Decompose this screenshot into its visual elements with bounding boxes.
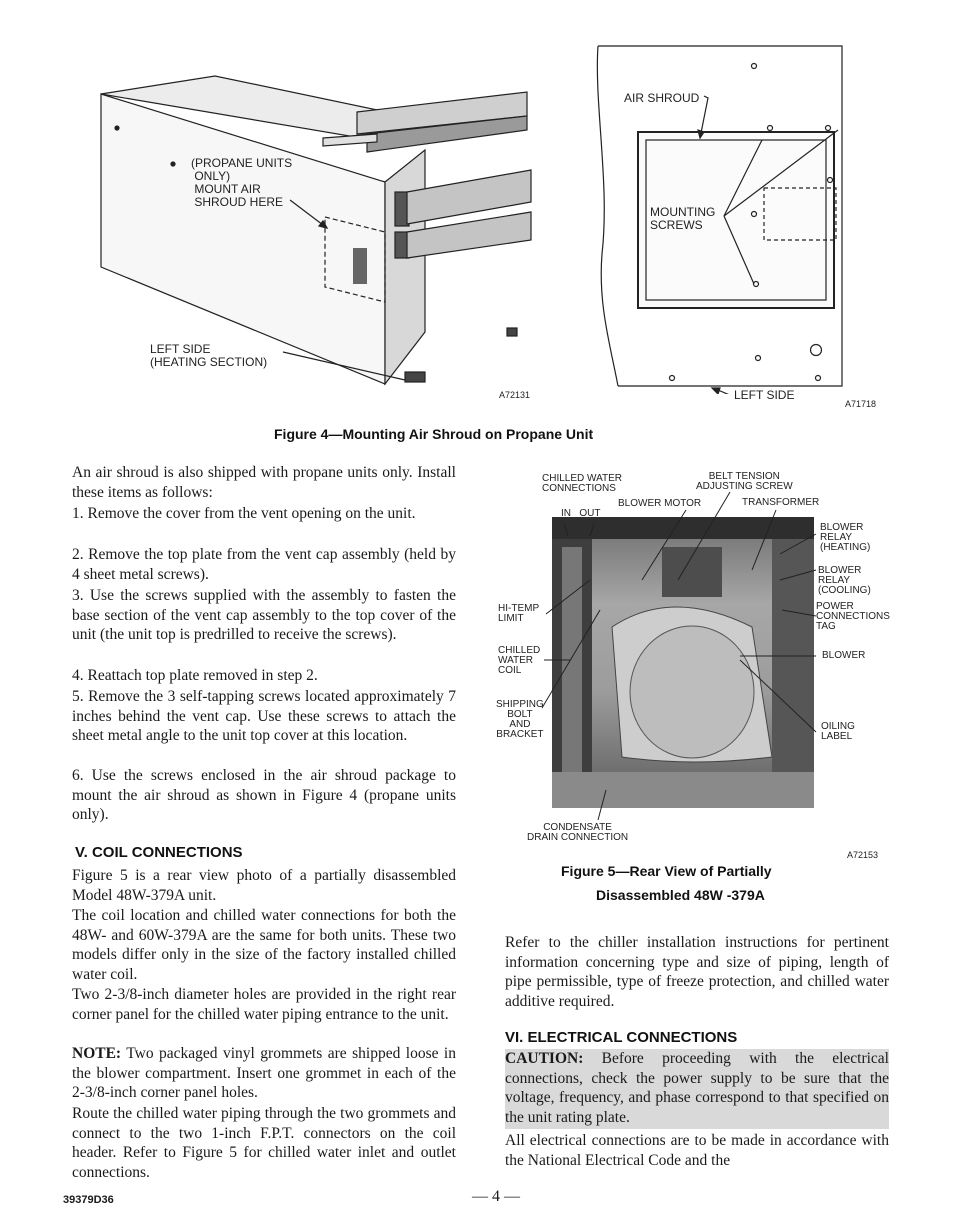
caution-paragraph — [505, 1049, 889, 1127]
install-step: 5. Remove the 3 self-tapping screws located approximately 7 inches behind the vent cap. Use these screws to attach the sheet metal angle to the unit top cover at this location. — [72, 688, 456, 744]
intro-paragraph: An air shroud is also shipped with propane units only. Install these items as follows: — [72, 464, 456, 501]
install-step: 3. Use the screws supplied with the assembly to fasten the base section of the vent cap assembly to the top cover of the unit (the unit top is predrilled to receive the screws). — [72, 587, 456, 643]
figure4-left-side-heating-label: LEFT SIDE (HEATING SECTION) — [150, 342, 268, 369]
caution-label: CAUTION: — [505, 1050, 584, 1067]
coil-paragraph: Figure 5 is a rear view photo of a partially disassembled Model 48W-379A unit. — [72, 867, 456, 904]
hi-temp-limit-label: HI-TEMP LIMIT — [498, 603, 540, 624]
in-out-label: IN OUT — [561, 508, 601, 519]
electrical-connections-heading: VI. ELECTRICAL CONNECTIONS — [505, 1029, 738, 1046]
coil-paragraph: The coil location and chilled water connections for both the 48W- and 60W-379A are the same for both units. These two models differ only in the size of the factory installed chilled water coil. — [72, 907, 456, 983]
blower-motor-label: BLOWER MOTOR — [618, 498, 702, 509]
refer-paragraph: Refer to the chiller installation instructions for pertinent information concerning type and size of piping, length of pipe permissible, type of freeze protection, and chilled water additive required. — [505, 934, 889, 1010]
transformer-label: TRANSFORMER — [742, 497, 820, 508]
figure5-caption-line1: Figure 5—Rear View of Partially — [561, 863, 772, 879]
belt-tension-label: BELT TENSION ADJUSTING SCREW — [696, 471, 793, 492]
figure4-right-figure-id: A71718 — [845, 399, 877, 409]
blower-relay-heating-label: BLOWER RELAY (HEATING) — [820, 522, 871, 553]
caution-text: Before proceeding with the electrical connections, check the power supply to be sure that the voltage, frequency, and phase correspond to that specified on the unit rating plate. — [505, 1050, 889, 1126]
install-step: 6. Use the screws enclosed in the air shroud package to mount the air shroud as shown in Figure 4 (propane units only). — [72, 767, 456, 823]
coil-paragraph: Two 2-3/8-inch diameter holes are provided in the right rear corner panel for the chilled water piping entrance to the unit. — [72, 986, 456, 1023]
note-paragraph — [72, 1044, 456, 1103]
oiling-label-label: OILING LABEL — [821, 721, 855, 742]
mounting-screws-label: MOUNTING SCREWS — [650, 205, 716, 232]
chilled-water-connections-label: CHILLED WATER CONNECTIONS — [542, 473, 623, 494]
electrical-paragraph: All electrical connections are to be made in accordance with the National Electrical Code and the — [505, 1132, 889, 1169]
note-text: Two packaged vinyl grommets are shipped loose in the blower compartment. Insert one grommet in each of the 2-3/8-inch corner panel holes. — [72, 1045, 456, 1101]
chilled-water-coil-label: CHILLED WATER COIL — [498, 645, 541, 676]
figure5-caption-line2: Disassembled 48W -379A — [596, 887, 765, 903]
power-connections-tag-label: POWER CONNECTIONS TAG — [816, 601, 890, 632]
left-side-label: LEFT SIDE — [734, 388, 795, 402]
figure5-figure-id: A72153 — [847, 850, 879, 860]
route-paragraph: Route the chilled water piping through the two grommets and connect to the two 1-inch F.P.T. connectors on the coil header. Refer to Figure 5 for chilled water inlet and outlet connections. — [72, 1105, 456, 1181]
air-shroud-label: AIR SHROUD — [624, 91, 700, 105]
coil-connections-heading: V. COIL CONNECTIONS — [75, 844, 243, 861]
page-number: — 4 — — [472, 1188, 520, 1205]
figure4-caption: Figure 4—Mounting Air Shroud on Propane Unit — [274, 426, 594, 442]
document-number: 39379D36 — [63, 1194, 114, 1206]
condensate-drain-label: CONDENSATE DRAIN CONNECTION — [527, 822, 629, 843]
blower-label: BLOWER — [822, 650, 866, 661]
blower-relay-cooling-label: BLOWER RELAY (COOLING) — [818, 565, 871, 596]
install-step: 4. Reattach top plate removed in step 2. — [72, 667, 318, 684]
shipping-bolt-label: SHIPPING BOLT AND BRACKET — [496, 699, 544, 740]
note-label: NOTE: — [72, 1045, 122, 1062]
figure4-left-figure-id: A72131 — [499, 390, 531, 400]
install-step: 2. Remove the top plate from the vent cap assembly (held by 4 sheet metal screws). — [72, 546, 456, 583]
figure4-mount-shroud-label: (PROPANE UNITS ONLY) MOUNT AIR SHROUD HERE — [191, 156, 293, 209]
install-step: 1. Remove the cover from the vent opening on the unit. — [72, 505, 416, 522]
